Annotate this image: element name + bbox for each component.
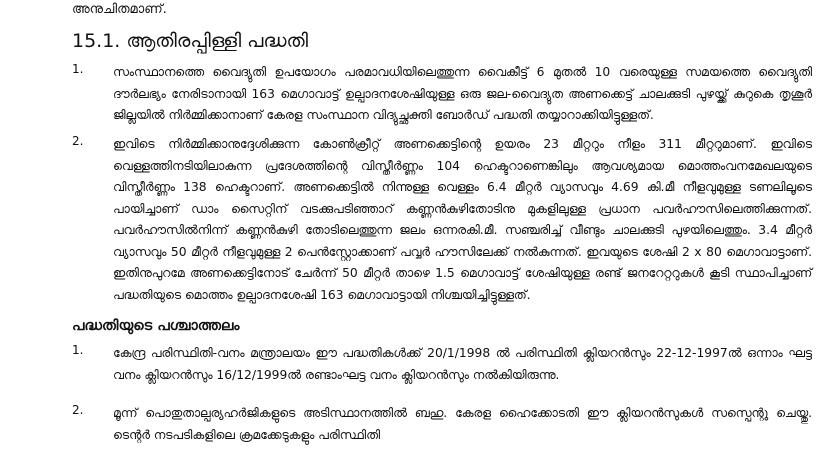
sub-heading: പദ്ധതിയുടെ പശ്ചാത്തലം bbox=[72, 318, 240, 334]
section-heading: 15.1. ആതിരപ്പിള്ളി പദ്ധതി bbox=[72, 30, 308, 52]
list-item bbox=[72, 62, 812, 127]
item-text: മൂന്ന് പൊതുതാല്പര്യഹർജികളുടെ അടിസ്ഥാനത്തിൽ ബഹു. കേരള ഹൈക്കോടതി ഈ ക്ലിയറൻസുകൾ സസ്പെന്റു ചെയ്തു. ടെന്റർ നടപടികളിലെ ക്രമക്കേടുകളും പരിസ്ഥിതി bbox=[113, 406, 812, 442]
list-item bbox=[72, 134, 812, 306]
item-text: സംസ്ഥാനത്തെ വൈദ്യുതി ഉപയോഗം പരമാവധിയിലെത്തുന്ന വൈകീട്ട് 6 മുതൽ 10 വരെയുള്ള സമയത്തെ വൈദ്യുതി ദൗർലഭ്യം നേരിടാനായി 163 മെഗാവാട്ട് ഉല്പാദനശേഷിയുള്ള ഒരു ജല-വൈദ്യുത അണക്കെട്ട് ചാലക്കുടി പുഴയ്ക്ക് കുറുകെ തൃശൂർ ജില്ലയിൽ നിർമ്മിക്കാനാണ് കേരള സംസ്ഥാന വിദ്യുച്ഛക്തി ബോർഡ് പദ്ധതി തയ്യാറാക്കിയിട്ടുള്ളത്. bbox=[113, 65, 812, 122]
item-number: 2. bbox=[72, 403, 84, 417]
item-text: കേന്ദ്ര പരിസ്ഥിതി-വനം മന്ത്രാലയം ഈ പദ്ധതികൾക്ക് 20/1/1998 ൽ പരിസ്ഥിതി ക്ലിയറൻസും 22-12-1997ൽ ഒന്നാം ഘട്ട വനം ക്ലിയറൻസും 16/12/1999ൽ രണ്ടാംഘട്ട വനം ക്ലിയറൻസും നൽകിയിരുന്നു. bbox=[113, 346, 812, 382]
top-line: അനുചിതമാണ്. bbox=[72, 2, 167, 17]
item-number: 1. bbox=[72, 62, 84, 76]
list-item bbox=[72, 403, 812, 446]
item-text: ഇവിടെ നിർമ്മിക്കാനുദ്ദേശിക്കുന്ന കോൺക്രീറ്റ് അണക്കെട്ടിന്റെ ഉയരം 23 മീറ്ററും നീളം 311 മീറ്ററുമാണ്. ഇവിടെ വെള്ളത്തിനടിയിലാകുന്ന പ്രദേശത്തിന്റെ വിസ്തീർണ്ണം 104 ഹെക്ടറാണെങ്കിലും ആവശ്യമായ മൊത്തംവനമേഖലയുടെ വിസ്തീർണ്ണം 138 ഹെക്ടറാണ്. അണക്കെട്ടിൽ നിന്നുള്ള വെള്ളം 6.4 മീറ്റർ വ്യാസവും 4.69 കി.മീ നീളവുമുള്ള ടണലിലൂടെ പായിച്ചാണ് ഡാം സൈറ്റിന് വടക്കുപടിഞ്ഞാറ് കണ്ണൻകുഴിതോടിനു മുകളിലുള്ള പ്രധാന പവർഹൗസിലെത്തിക്കുന്നത്. പവർഹൗസിൽനിന്ന് കണ്ണൻകുഴി തോടിലെത്തുന്ന ജലം ഒന്നരകി.മീ. സഞ്ചരിച്ച് വീണ്ടും ചാലക്കുടി പുഴയിലെത്തും. 3.4 മീറ്റർ വ്യാസവും 50 മീറ്റർ നീളവുമുള്ള 2 പെൻസ്റ്റോക്കാണ് പവ്വർ ഹൗസിലേക്ക് നൽകുന്നത്. ഇവയുടെ ശേഷി 2 x 80 മെഗാവാട്ടാണ്. ഇതിനുപുറമേ അണക്കെട്ടിനോട് ചേർന്ന് 50 മീറ്റർ താഴെ 1.5 മെഗാവാട്ട് ശേഷിയുള്ള രണ്ട് ജനറേറ്ററുകൾ കൂടി സ്ഥാപിച്ചാണ് പദ്ധതിയുടെ മൊത്തം ഉല്പാദനശേഷി 163 മെഗാവാട്ടായി നിശ്ചയിച്ചിട്ടുള്ളത്. bbox=[113, 137, 812, 302]
list-item bbox=[72, 343, 812, 386]
item-number: 2. bbox=[72, 134, 84, 148]
item-number: 1. bbox=[72, 343, 84, 357]
